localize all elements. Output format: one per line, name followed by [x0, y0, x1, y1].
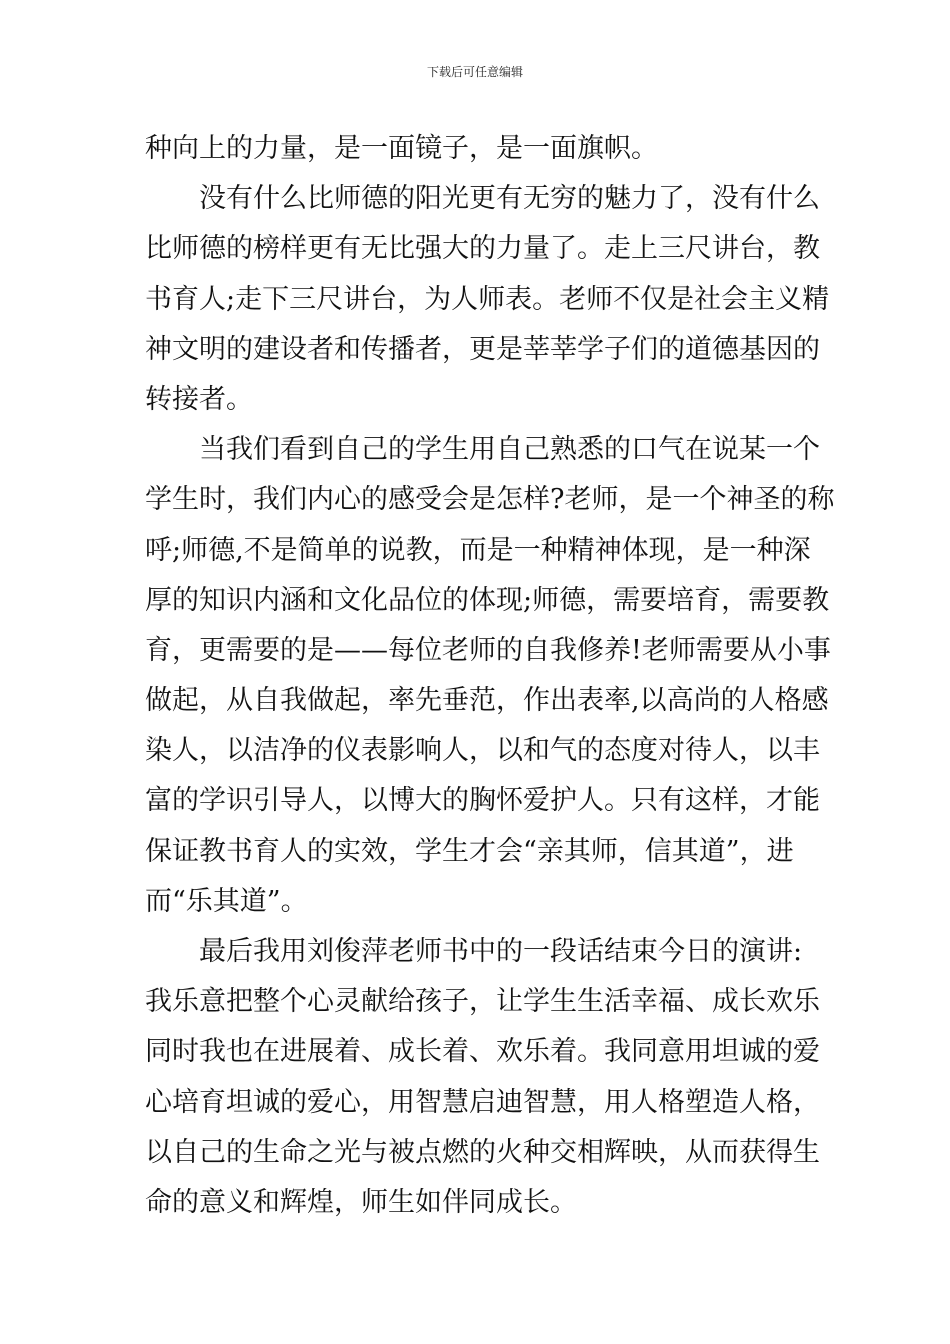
text-line: 同时我也在进展着、成长着、欢乐着。我同意用坦诚的爱 — [145, 1036, 820, 1068]
text-line: 比师德的榜样更有无比强大的力量了。走上三尺讲台，教 — [145, 233, 820, 265]
text-line: 保证教书育人的实效，学生才会“亲其师，信其道”，进 — [145, 835, 794, 867]
text-line: 以自己的生命之光与被点燃的火种交相辉映，从而获得生 — [145, 1136, 820, 1168]
text-line: 染人，以洁净的仪表影响人，以和气的态度对待人，以丰 — [145, 735, 820, 767]
page-header: 下载后可任意编辑 — [426, 65, 523, 79]
text-line: 育，更需要的是——每位老师的自我修养!老师需要从小事 — [145, 634, 831, 666]
text-line: 而“乐其道”。 — [145, 885, 308, 917]
text-line: 学生时，我们内心的感受会是怎样?老师，是一个神圣的称 — [145, 484, 835, 516]
text-line: 没有什么比师德的阳光更有无穷的魅力了，没有什么 — [199, 183, 820, 215]
text-line: 当我们看到自己的学生用自己熟悉的口气在说某一个 — [199, 434, 820, 466]
text-line: 心培育坦诚的爱心，用智慧启迪智慧，用人格塑造人格， — [145, 1086, 820, 1118]
text-line: 神文明的建设者和传播者，更是莘莘学子们的道德基因的 — [145, 333, 820, 365]
text-line: 富的学识引导人，以博大的胸怀爱护人。只有这样，才能 — [145, 785, 820, 817]
text-line: 命的意义和辉煌，师生如伴同成长。 — [145, 1186, 577, 1218]
text-line: 我乐意把整个心灵献给孩子，让学生生活幸福、成长欢乐 — [145, 986, 820, 1018]
text-line: 做起，从自我做起，率先垂范，作出表率,以高尚的人格感 — [145, 685, 829, 717]
text-line: 厚的知识内涵和文化品位的体现;师德，需要培育，需要教 — [145, 584, 830, 616]
text-line: 呼;师德,不是简单的说教，而是一种精神体现，是一种深 — [145, 534, 811, 566]
document-body — [145, 124, 835, 1228]
text-line: 种向上的力量，是一面镜子，是一面旗帜。 — [145, 133, 658, 164]
text-line: 最后我用刘俊萍老师书中的一段话结束今日的演讲: — [199, 936, 803, 967]
text-line: 转接者。 — [145, 383, 253, 415]
text-line: 书育人;走下三尺讲台，为人师表。老师不仅是社会主义精 — [145, 283, 830, 315]
